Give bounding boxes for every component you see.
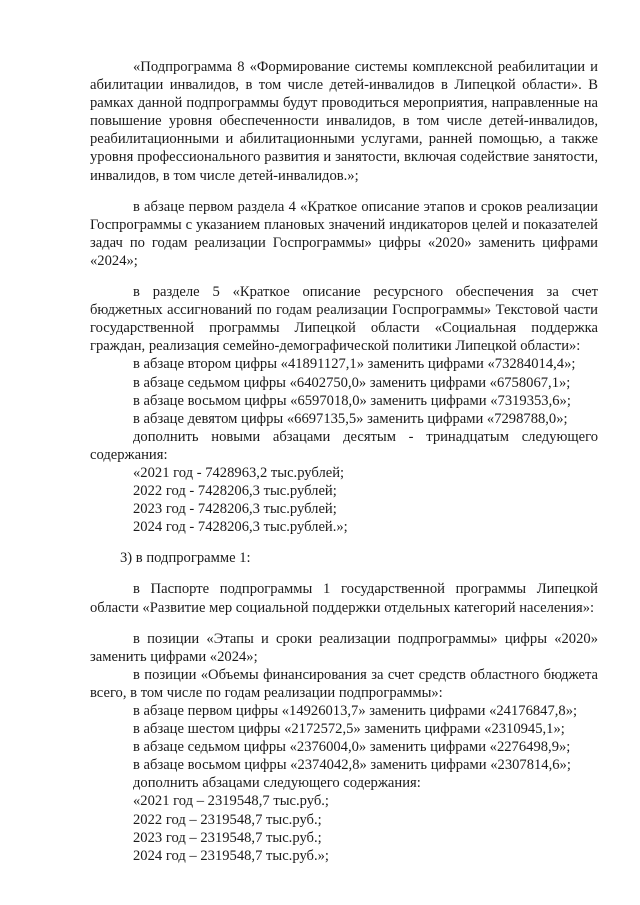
amendment-line: в абзаце девятом цифры «6697135,5» заменить цифрами «7298788,0»; [133,410,568,427]
amendment-line: в абзаце втором цифры «41891127,1» заменить цифрами «73284014,4»; [133,356,576,373]
year-line: 2022 год – 2319548,7 тыс.руб.; [133,811,322,828]
amendment-line: дополнить абзацами следующего содержания: [133,775,421,792]
subprogram-1-heading: 3) в подпрограмме 1: [120,550,251,567]
paragraph-add-abzac: дополнить новыми абзацами десятым - тринадцатым следующего содержания: [90,428,598,463]
year-line: «2021 год – 2319548,7 тыс.руб.; [133,793,329,810]
amendment-line: в абзаце восьмом цифры «6597018,0» заменить цифрами «7319353,6»; [133,392,571,409]
paragraph-section-4: в абзаце первом раздела 4 «Краткое описание этапов и сроков реализации Госпрограммы с указанием плановых значений индикаторов целей и показателей задач по годам реализации Госпрограммы» цифры «2020» заменить цифрами «2024»; [90,198,598,269]
year-line: 2022 год - 7428206,3 тыс.рублей; [133,483,337,500]
paragraph-stages: в позиции «Этапы и сроки реализации подпрограммы» цифры «2020» заменить цифрами «2024»; [90,630,598,665]
paragraph-subprogram-8: «Подпрограмма 8 «Формирование системы комплексной реабилитации и абилитации инвалидов, в том числе детей-инвалидов в Липецкой области». В рамках данной подпрограммы будут проводиться мероприятия, направленные на повышение уровня обеспеченности инвалидов, в том числе детей-инвалидов, реабилитационными и абилитационными услугами, ранней помощью, а также уровня профессионального развития и занятости, включая содействие занятости, инвалидов, в том числе детей-инвалидов.»; [90,59,598,184]
spacer [90,185,598,198]
spacer [90,617,598,630]
spacer [90,567,598,580]
year-line: 2023 год – 2319548,7 тыс.руб.; [133,829,322,846]
year-line: «2021 год - 7428963,2 тыс.рублей; [133,464,345,481]
amendment-line: в абзаце седьмом цифры «6402750,0» заменить цифрами «6758067,1»; [133,374,571,391]
amendment-line: в абзаце седьмом цифры «2376004,0» заменить цифрами «2276498,9»; [133,739,571,756]
document-page [90,58,598,865]
amendment-line: в абзаце восьмом цифры «2374042,8» заменить цифрами «2307814,6»; [133,757,571,774]
paragraph-funding: в позиции «Объемы финансирования за счет средств областного бюджета всего, в том числе по годам реализации подпрограммы»: [90,666,598,701]
paragraph-passport: в Паспорте подпрограммы 1 государственной программы Липецкой области «Развитие мер социальной поддержки отдельных категорий населения»: [90,581,598,616]
amendment-line: в абзаце шестом цифры «2172572,5» заменить цифрами «2310945,1»; [133,721,565,738]
year-line: 2024 год - 7428206,3 тыс.рублей.»; [133,519,348,536]
paragraph-section-5: в разделе 5 «Краткое описание ресурсного обеспечения за счет бюджетных ассигнований по годам реализации Госпрограммы» Текстовой части государственной программы Липецкой области «Социальная поддержка граждан, реализация семейно-демографической политики Липецкой области»: [90,284,598,355]
spacer [90,270,598,283]
amendment-line: в абзаце первом цифры «14926013,7» заменить цифрами «24176847,8»; [133,703,578,719]
year-line: 2024 год – 2319548,7 тыс.руб.»; [133,847,329,864]
spacer [90,536,598,549]
year-line: 2023 год - 7428206,3 тыс.рублей; [133,501,337,518]
